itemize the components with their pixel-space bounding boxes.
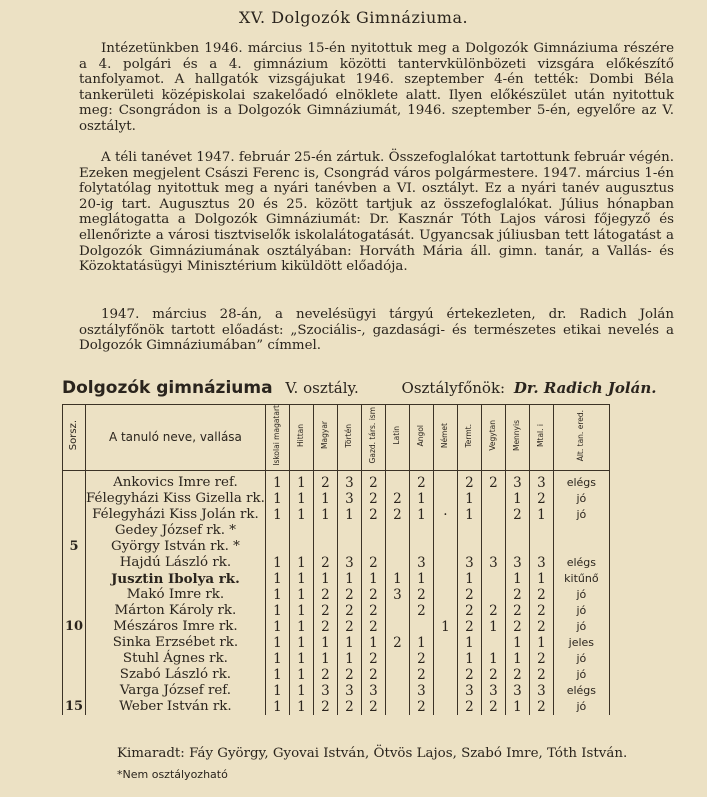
student-name: György István rk. * [86, 539, 266, 555]
grade-cell: 1 [289, 651, 313, 667]
grade-cell: 2 [457, 470, 481, 491]
grade-cell [289, 539, 313, 555]
grade-cell: 2 [313, 603, 337, 619]
grade-cell: 1 [265, 683, 289, 699]
grade-cell: 1 [265, 587, 289, 603]
row-number [63, 667, 86, 683]
grade-cell: 2 [481, 470, 505, 491]
grade-cell [337, 523, 361, 539]
grade-cell: 1 [313, 507, 337, 523]
grade-cell: 1 [265, 619, 289, 635]
overall-result: jó [553, 667, 609, 683]
grade-cell: 2 [481, 667, 505, 683]
grade-cell: 1 [313, 491, 337, 507]
grade-cell: 2 [361, 507, 385, 523]
grade-cell: 2 [457, 619, 481, 635]
grade-cell: 2 [337, 587, 361, 603]
grade-cell: 2 [529, 619, 553, 635]
row-number: 15 [63, 699, 86, 715]
grade-cell: 1 [289, 491, 313, 507]
student-name: Ankovics Imre ref. [86, 470, 266, 491]
grade-cell: 2 [505, 507, 529, 523]
grade-cell: 2 [457, 699, 481, 715]
grade-cell [433, 523, 457, 539]
grades-table [62, 404, 610, 715]
grade-cell: 2 [505, 587, 529, 603]
grade-cell: 2 [457, 587, 481, 603]
grade-cell: 2 [313, 587, 337, 603]
table-row [63, 587, 610, 603]
grade-cell: 1 [457, 635, 481, 651]
grade-cell: 2 [409, 699, 433, 715]
grade-cell: 1 [265, 507, 289, 523]
table-title-class: V. osztály. [285, 379, 359, 397]
grade-cell: 1 [433, 619, 457, 635]
grade-cell: 2 [361, 699, 385, 715]
grade-cell: 2 [361, 491, 385, 507]
table-row [63, 539, 610, 555]
grade-cell: 2 [529, 667, 553, 683]
grade-cell: 1 [337, 651, 361, 667]
grade-cell: 2 [529, 587, 553, 603]
overall-result: jó [553, 507, 609, 523]
grade-cell: 2 [409, 470, 433, 491]
grade-cell: 3 [409, 555, 433, 571]
grade-cell [385, 603, 409, 619]
table-row [63, 470, 610, 491]
grade-cell [313, 539, 337, 555]
grade-cell: 3 [505, 470, 529, 491]
grade-cell: 3 [409, 683, 433, 699]
table-row [63, 555, 610, 571]
table-row [63, 523, 610, 539]
overall-result: jeles [553, 635, 609, 651]
header-subject: Mtal. i [529, 405, 553, 471]
grade-cell: 2 [313, 619, 337, 635]
row-number [63, 507, 86, 523]
grade-cell [385, 539, 409, 555]
grade-cell: 2 [313, 555, 337, 571]
row-number: 10 [63, 619, 86, 635]
grade-cell [409, 619, 433, 635]
grade-cell [433, 603, 457, 619]
grade-cell: 2 [337, 699, 361, 715]
grade-cell: 2 [337, 603, 361, 619]
grade-cell: 2 [529, 651, 553, 667]
grade-cell: 1 [457, 651, 481, 667]
grade-cell [481, 507, 505, 523]
grade-cell: 2 [361, 667, 385, 683]
grade-cell [385, 470, 409, 491]
grade-cell: 1 [481, 651, 505, 667]
grade-cell: 2 [361, 587, 385, 603]
grade-cell: 1 [409, 635, 433, 651]
grade-cell: 1 [289, 603, 313, 619]
grade-cell [433, 571, 457, 587]
grade-cell [433, 651, 457, 667]
table-row [63, 507, 610, 523]
grade-cell [385, 699, 409, 715]
row-number [63, 683, 86, 699]
student-name: Gedey József rk. * [86, 523, 266, 539]
grade-cell [481, 587, 505, 603]
grade-cell: 2 [529, 699, 553, 715]
header-subject: Vegytan [481, 405, 505, 471]
grade-cell: 1 [265, 699, 289, 715]
grade-cell: 2 [505, 619, 529, 635]
overall-result: jó [553, 587, 609, 603]
grade-cell: 1 [289, 571, 313, 587]
grade-cell [433, 470, 457, 491]
grade-cell: 1 [361, 571, 385, 587]
grade-cell: 1 [265, 651, 289, 667]
student-name: Sinka Erzsébet rk. [86, 635, 266, 651]
grade-cell: 2 [529, 491, 553, 507]
overall-result [553, 539, 609, 555]
grade-cell: 2 [361, 651, 385, 667]
student-name: Jusztin Ibolya rk. [86, 571, 266, 587]
grade-cell: 1 [289, 619, 313, 635]
grade-cell [385, 667, 409, 683]
table-row [63, 667, 610, 683]
grade-cell: 2 [361, 619, 385, 635]
grade-cell: 1 [265, 491, 289, 507]
grade-cell: 1 [265, 470, 289, 491]
header-subject: Történ [337, 405, 361, 471]
grade-cell: 1 [265, 555, 289, 571]
grade-cell: 3 [505, 555, 529, 571]
grade-cell [505, 539, 529, 555]
dropouts-note: Kimaradt: Fáy György, Gyovai István, Ötvös Lajos, Szabó Imre, Tóth István. [117, 746, 628, 761]
header-result: Ált. tan. ered. [553, 405, 609, 471]
grade-cell: 1 [265, 571, 289, 587]
grade-cell: 1 [529, 507, 553, 523]
grade-cell: 1 [481, 619, 505, 635]
grade-cell: 1 [289, 667, 313, 683]
grade-cell: 1 [409, 507, 433, 523]
grade-cell: 1 [457, 507, 481, 523]
grade-cell: 1 [505, 651, 529, 667]
table-row [63, 571, 610, 587]
grade-cell: 2 [361, 555, 385, 571]
grade-cell: 3 [457, 555, 481, 571]
row-number [63, 491, 86, 507]
grade-cell: 2 [457, 603, 481, 619]
row-number [63, 571, 86, 587]
grade-cell [385, 683, 409, 699]
grade-cell: 3 [337, 491, 361, 507]
grade-cell: 1 [337, 635, 361, 651]
grades-body [63, 470, 610, 715]
grade-cell: 2 [409, 587, 433, 603]
table-row [63, 619, 610, 635]
student-name: Mészáros Imre rk. [86, 619, 266, 635]
grade-cell: 1 [529, 571, 553, 587]
grade-cell: 2 [385, 491, 409, 507]
grade-cell: 1 [505, 635, 529, 651]
grade-cell [481, 571, 505, 587]
grade-cell: 1 [409, 571, 433, 587]
paragraph-2 [79, 150, 674, 275]
grade-cell: 3 [529, 683, 553, 699]
header-subject: Iskolai magatart [265, 405, 289, 471]
grade-cell: 1 [265, 635, 289, 651]
grade-cell: 3 [337, 683, 361, 699]
row-number [63, 470, 86, 491]
row-number [63, 523, 86, 539]
table-row [63, 683, 610, 699]
grade-cell: 1 [289, 587, 313, 603]
grade-cell: 1 [289, 635, 313, 651]
grade-cell: 1 [457, 571, 481, 587]
header-subject: Termt. [457, 405, 481, 471]
grade-cell: 3 [313, 683, 337, 699]
grade-cell [409, 539, 433, 555]
grade-cell: 1 [313, 571, 337, 587]
header-subject: Mennyis [505, 405, 529, 471]
grade-cell: 2 [361, 603, 385, 619]
grade-cell: 2 [481, 603, 505, 619]
grade-cell [457, 523, 481, 539]
grade-cell [481, 635, 505, 651]
grade-cell [385, 555, 409, 571]
grade-cell [385, 523, 409, 539]
grade-cell [481, 491, 505, 507]
grade-cell [529, 539, 553, 555]
overall-result: elégs [553, 683, 609, 699]
grade-cell: 1 [457, 491, 481, 507]
row-number [63, 587, 86, 603]
overall-result: jó [553, 651, 609, 667]
grade-cell: 2 [505, 667, 529, 683]
student-name: Varga József ref. [86, 683, 266, 699]
grade-cell: 3 [529, 555, 553, 571]
table-row [63, 491, 610, 507]
paragraph-3 [79, 307, 674, 354]
overall-result: elégs [553, 470, 609, 491]
grade-cell: 1 [313, 651, 337, 667]
header-name: A tanuló neve, vallása [86, 405, 266, 471]
header-sorsz: Sorsz. [63, 405, 86, 471]
grade-cell: 3 [337, 470, 361, 491]
paragraph-2-text: A téli tanévet 1947. február 25-én zártuk. Összefoglalókat tartottunk február végén. Ezeken megjelent Császi Ferenc is, Csongrád város polgármestere. 1947. március 1-én folytatólag nyitottuk meg a nyári tanévben a VI. osztályt. Ez a nyári tanév augusztus 20-ig tart. Augusztus 20 és 25. között tartjuk az összefoglalókat. Július hónapban meglátogatta a Dolgozók Gimnáziumát: Dr. Kasznár Tóth Lajos városi főjegyző és ellenőrizte a városi tisztviselők iskolalátogatását. Ugyancsak júliusban tett látogatást a Dolgozók Gimnáziumának osztályában: Horváth Mária áll. gimn. tanár, a Vallás- és Közoktatásügyi Minisztérium kiküldött előadója. [79, 150, 674, 275]
grade-cell: 2 [409, 667, 433, 683]
overall-result [553, 523, 609, 539]
paragraph-1-text: Intézetünkben 1946. március 15-én nyitottuk meg a Dolgozók Gimnáziuma részére a 4. polgári és a 4. gimnázium közötti tantervkülönbözeti vizsgára előkészítő tanfolyamot. A hallgatók vizsgájukat 1946. szeptember 4-én tették: Dombi Béla tankerületi középiskolai szakelőadó elnöklete alatt. Ilyen előkészület után nyitottuk meg: Csongrádon is a Dolgozók Gimnáziumát, 1946. szeptember 5-én, egyelőre az V. osztályt. [79, 41, 674, 134]
header-subject: Latin [385, 405, 409, 471]
grade-cell [385, 651, 409, 667]
grade-cell [361, 539, 385, 555]
grade-cell [433, 491, 457, 507]
grade-cell: · [433, 507, 457, 523]
overall-result: jó [553, 491, 609, 507]
header-subject: Német [433, 405, 457, 471]
row-number [63, 635, 86, 651]
grade-cell: 2 [481, 699, 505, 715]
overall-result: kitűnő [553, 571, 609, 587]
grade-cell [433, 587, 457, 603]
grade-cell: 1 [505, 491, 529, 507]
grade-cell: 1 [265, 667, 289, 683]
grade-cell [433, 699, 457, 715]
grade-cell [481, 539, 505, 555]
row-number [63, 555, 86, 571]
grade-cell: 3 [337, 555, 361, 571]
grade-cell: 1 [409, 491, 433, 507]
grade-cell: 2 [313, 470, 337, 491]
overall-result: jó [553, 699, 609, 715]
grade-cell: 2 [409, 651, 433, 667]
grade-cell: 1 [337, 507, 361, 523]
header-subject: Hittan [289, 405, 313, 471]
header-subject: Angol [409, 405, 433, 471]
table-title [62, 378, 692, 400]
paragraph-3-text: 1947. március 28-án, a nevelésügyi tárgyú értekezleten, dr. Radich Jolán osztályfőnök tartott előadást: „Szociális-, gazdasági- és természetes etikai nevelés a Dolgozók Gimnáziumában” címmel. [79, 307, 674, 354]
header-subject: Gazd. társ. ism [361, 405, 385, 471]
student-name: Szabó László rk. [86, 667, 266, 683]
grade-cell: 2 [385, 507, 409, 523]
student-name: Márton Károly rk. [86, 603, 266, 619]
grade-cell: 1 [361, 635, 385, 651]
grade-cell [337, 539, 361, 555]
row-number: 5 [63, 539, 86, 555]
header-subject: Magyar [313, 405, 337, 471]
grade-cell: 1 [337, 571, 361, 587]
grade-cell: 2 [409, 603, 433, 619]
grade-cell [265, 523, 289, 539]
grade-cell: 2 [337, 619, 361, 635]
table-title-teacher-name: Dr. Radich Jolán. [513, 379, 657, 397]
table-row [63, 699, 610, 715]
grade-cell: 1 [385, 571, 409, 587]
grade-cell: 1 [505, 699, 529, 715]
grade-cell: 1 [289, 683, 313, 699]
student-name: Hajdú László rk. [86, 555, 266, 571]
overall-result: elégs [553, 555, 609, 571]
grade-cell: 2 [313, 667, 337, 683]
grade-cell [385, 619, 409, 635]
grade-cell: 1 [289, 507, 313, 523]
page-heading: XV. Dolgozók Gimnáziuma. [238, 8, 469, 27]
grade-cell: 1 [289, 699, 313, 715]
grade-cell [433, 555, 457, 571]
grade-cell [529, 523, 553, 539]
grade-cell: 3 [481, 555, 505, 571]
grade-cell: 2 [529, 603, 553, 619]
grade-cell: 1 [529, 635, 553, 651]
grade-cell: 2 [313, 699, 337, 715]
grade-cell: 2 [337, 667, 361, 683]
grade-cell [505, 523, 529, 539]
student-name: Makó Imre rk. [86, 587, 266, 603]
table-title-main: Dolgozók gimnáziuma [62, 378, 273, 398]
grade-cell [433, 635, 457, 651]
grade-cell [433, 539, 457, 555]
grade-cell: 3 [457, 683, 481, 699]
grades-header-row [63, 405, 610, 471]
student-name: Félegyházi Kiss Gizella rk. [86, 491, 265, 507]
grade-cell: 2 [505, 603, 529, 619]
table-row [63, 651, 610, 667]
grade-cell: 1 [313, 635, 337, 651]
grade-cell [433, 667, 457, 683]
grade-cell [289, 523, 313, 539]
overall-result: jó [553, 603, 609, 619]
grade-cell [265, 539, 289, 555]
grade-cell [313, 523, 337, 539]
grade-cell: 1 [289, 470, 313, 491]
grade-cell: 3 [505, 683, 529, 699]
table-row [63, 603, 610, 619]
grade-cell: 1 [289, 555, 313, 571]
grade-cell [361, 523, 385, 539]
grade-cell: 3 [481, 683, 505, 699]
student-name: Félegyházi Kiss Jolán rk. [86, 507, 266, 523]
table-row [63, 635, 610, 651]
grade-cell: 1 [505, 571, 529, 587]
overall-result: jó [553, 619, 609, 635]
grade-cell [481, 523, 505, 539]
grade-cell: 3 [385, 587, 409, 603]
grade-cell: 2 [457, 667, 481, 683]
grade-cell: 2 [385, 635, 409, 651]
row-number [63, 651, 86, 667]
grade-cell: 2 [361, 470, 385, 491]
grade-cell: 1 [265, 603, 289, 619]
grade-cell [433, 683, 457, 699]
grade-cell: 3 [361, 683, 385, 699]
grade-cell [409, 523, 433, 539]
paragraph-1 [79, 41, 674, 135]
grade-cell: 3 [529, 470, 553, 491]
student-name: Weber István rk. [86, 699, 266, 715]
table-title-teacher-label: Osztályfőnök: [401, 379, 506, 397]
grade-cell [457, 539, 481, 555]
footnote: *Nem osztályozható [117, 768, 228, 781]
row-number [63, 603, 86, 619]
student-name: Stuhl Ágnes rk. [86, 651, 266, 667]
